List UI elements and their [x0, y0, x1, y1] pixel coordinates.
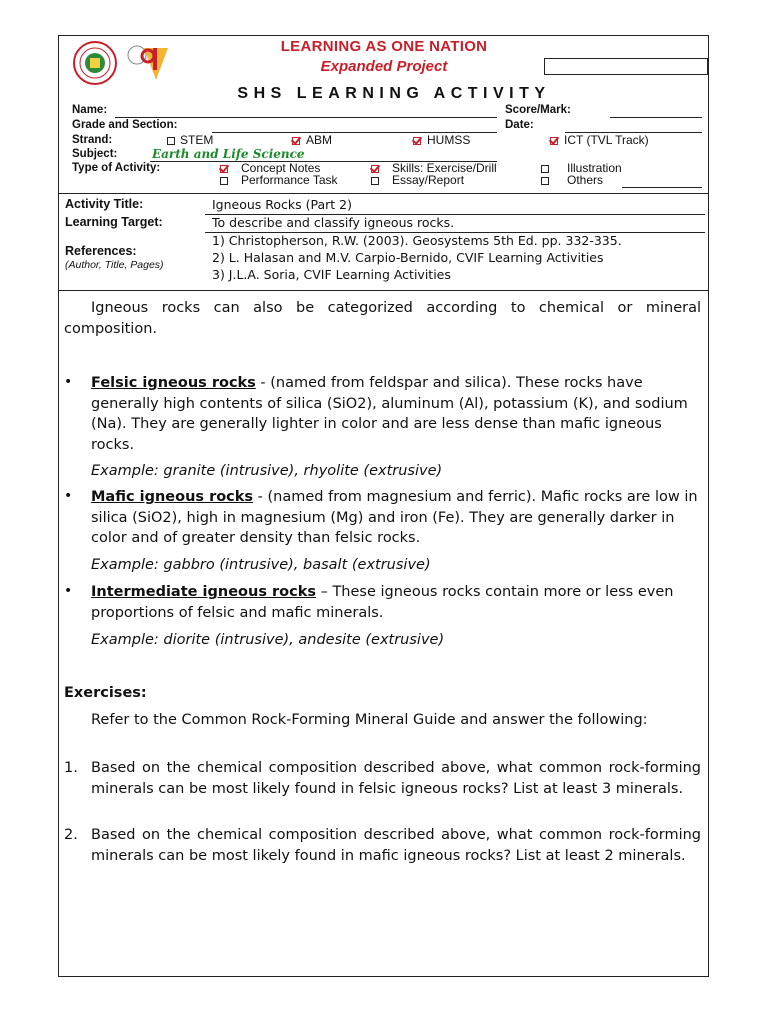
type-illustration-label: Illustration	[567, 161, 622, 175]
type-skills-checkbox[interactable]	[371, 165, 379, 173]
strand-humss-checkbox[interactable]	[413, 137, 421, 145]
type-concept-notes-label: Concept Notes	[241, 161, 321, 175]
type-concept-notes-checkbox[interactable]	[220, 165, 228, 173]
others-field[interactable]	[622, 187, 702, 188]
strand-label: Strand:	[72, 134, 113, 146]
org-title: LEARNING AS ONE NATION	[280, 38, 488, 55]
learning-target-label: Learning Target:	[65, 215, 163, 229]
felsic-term: Felsic igneous rocks	[91, 375, 256, 391]
subject-value: Earth and Life Science	[152, 147, 305, 161]
mafic-paragraph	[91, 487, 701, 549]
bullet-marker: •	[64, 583, 73, 599]
subtitle: Expanded Project	[320, 58, 448, 75]
felsic-example: Example: granite (intrusive), rhyolite (extrusive)	[91, 463, 443, 479]
activity-heading: SHS LEARNING ACTIVITY	[237, 85, 551, 102]
grade-section-label: Grade and Section:	[72, 119, 178, 131]
mafic-desc: - (named from magnesium and ferric). Mafic rocks are low in silica (SiO2), high in magnesium (Mg) and iron (Fe). They are generally darker in color and of greater density than felsic rocks.	[91, 489, 698, 546]
strand-stem-label: STEM	[180, 133, 214, 147]
reference-item: 2) L. Halasan and M.V. Carpio-Bernido, CVIF Learning Activities	[212, 250, 604, 265]
intro-paragraph: Igneous rocks can also be categorized according to chemical or mineral composition.	[64, 300, 701, 337]
activity-title-label: Activity Title:	[65, 197, 144, 211]
question-number: 2.	[64, 827, 78, 843]
activity-title-value: Igneous Rocks (Part 2)	[212, 197, 353, 212]
strand-stem-checkbox[interactable]	[167, 137, 175, 145]
intermediate-term: Intermediate igneous rocks	[91, 584, 316, 600]
type-essay-report-label: Essay/Report	[392, 173, 465, 187]
type-performance-task-label: Performance Task	[241, 173, 338, 187]
strand-abm-label: ABM	[306, 133, 333, 147]
question-number: 1.	[64, 760, 78, 776]
question-item: Based on the chemical composition described above, what common rock-forming minerals can be most likely found in felsic igneous rocks? List at least 3 minerals.	[91, 760, 701, 797]
subject-label: Subject:	[72, 148, 118, 160]
name-field[interactable]	[115, 117, 497, 118]
exercises-intro: Refer to the Common Rock-Forming Mineral Guide and answer the following:	[91, 712, 648, 728]
score-field[interactable]	[610, 117, 702, 118]
felsic-desc: - (named from feldspar and silica). These rocks have generally high contents of silica (SiO2), aluminum (Al), potassium (K), and sodium (Na). They are generally lighter in color and are less dense than mafic igneous rocks.	[91, 375, 688, 453]
type-illustration-checkbox[interactable]	[541, 165, 549, 173]
intermediate-example: Example: diorite (intrusive), andesite (extrusive)	[91, 632, 445, 648]
learning-target-value: To describe and classify igneous rocks.	[212, 215, 455, 230]
type-essay-report-checkbox[interactable]	[371, 177, 379, 185]
strand-ict-label: ICT (TVL Track)	[564, 133, 649, 147]
activity-type-label: Type of Activity:	[72, 162, 161, 174]
exercises-heading: Exercises:	[64, 685, 147, 701]
type-others-label: Others	[567, 173, 604, 187]
mafic-example: Example: gabbro (intrusive), basalt (extrusive)	[91, 557, 431, 573]
section-divider	[58, 193, 709, 194]
mafic-term: Mafic igneous rocks	[91, 489, 254, 505]
date-label: Date:	[505, 119, 534, 131]
felsic-paragraph	[91, 373, 701, 455]
strand-humss-label: HUMSS	[427, 133, 471, 147]
intermediate-desc: – These igneous rocks contain more or less even proportions of felsic and mafic minerals.	[91, 584, 674, 621]
type-performance-task-checkbox[interactable]	[220, 177, 228, 185]
name-label: Name:	[72, 104, 108, 116]
reference-item: 1) Christopherson, R.W. (2003). Geosystems 5th Ed. pp. 332-335.	[212, 233, 622, 248]
score-label: Score/Mark:	[505, 104, 571, 116]
reference-item: 3) J.L.A. Soria, CVIF Learning Activities	[212, 267, 451, 282]
top-right-box[interactable]	[544, 58, 708, 75]
bullet-marker: •	[64, 374, 73, 390]
type-others-checkbox[interactable]	[541, 177, 549, 185]
strand-ict-checkbox[interactable]	[550, 137, 558, 145]
question-item: Based on the chemical composition described above, what common rock-forming minerals can be most likely found in mafic igneous rocks? List at least 2 minerals.	[91, 827, 701, 864]
references-label: References:	[65, 244, 137, 258]
section-divider	[58, 290, 709, 291]
intermediate-paragraph	[91, 582, 701, 623]
references-subtitle: (Author, Title, Pages)	[65, 259, 164, 271]
bullet-marker: •	[64, 488, 73, 504]
strand-abm-checkbox[interactable]	[292, 137, 300, 145]
type-skills-label: Skills: Exercise/Drill	[392, 161, 497, 175]
